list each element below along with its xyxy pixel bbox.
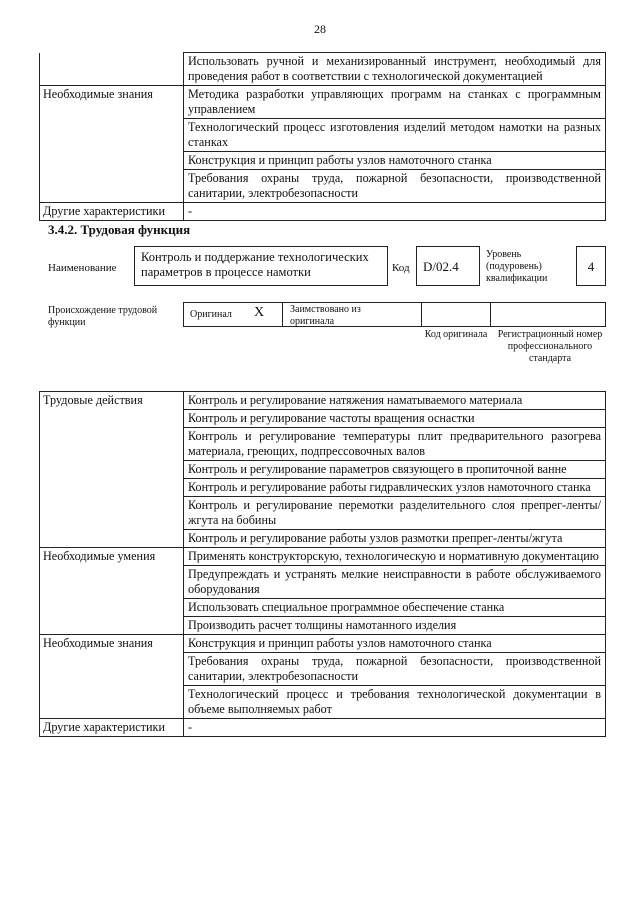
row-value: Требования охраны труда, пожарной безопасности, производственной санитарии, электробезопасности bbox=[184, 170, 606, 203]
table-row bbox=[40, 392, 606, 410]
table-row bbox=[40, 86, 606, 119]
level-label: Уровень (подуровень) квалификации bbox=[486, 249, 548, 284]
table-row bbox=[40, 170, 606, 203]
item-text: Использовать специальное программное обеспечение станка bbox=[184, 599, 606, 617]
row-label bbox=[40, 119, 184, 152]
table-row bbox=[40, 548, 606, 566]
main-function-table bbox=[39, 391, 606, 737]
borrowed-label: Заимствовано из оригинала bbox=[290, 304, 361, 327]
item-text: Контроль и регулирование частоты вращения оснастки bbox=[184, 410, 606, 428]
code-label: Код bbox=[392, 262, 410, 274]
code-box: D/02.4 bbox=[416, 246, 480, 286]
group-label: Другие характеристики bbox=[40, 719, 184, 737]
row-value: Конструкция и принцип работы узлов намоточного станка bbox=[184, 152, 606, 170]
origin-box bbox=[183, 302, 606, 327]
group-label: Необходимые умения bbox=[40, 548, 184, 635]
group-label: Необходимые знания bbox=[40, 635, 184, 719]
level-box: 4 bbox=[576, 246, 606, 286]
item-text: Применять конструкторскую, технологическую и нормативную документацию bbox=[184, 548, 606, 566]
item-text: Контроль и регулирование натяжения наматываемого материала bbox=[184, 392, 606, 410]
table-row bbox=[40, 53, 606, 86]
row-value: Методика разработки управляющих программ на станках с программным управлением bbox=[184, 86, 606, 119]
row-label bbox=[40, 152, 184, 170]
table-row bbox=[40, 203, 606, 221]
name-label: Наименование bbox=[48, 262, 117, 274]
table-row bbox=[40, 719, 606, 737]
item-text: Требования охраны труда, пожарной безопасности, производственной санитарии, электробезопасности bbox=[184, 653, 606, 686]
item-text: Конструкция и принцип работы узлов намоточного станка bbox=[184, 635, 606, 653]
table-row bbox=[40, 152, 606, 170]
row-value: Технологический процесс изготовления изделий методом намотки на разных станках bbox=[184, 119, 606, 152]
item-text: Контроль и регулирование работы узлов размотки препрег-ленты/жгута bbox=[184, 530, 606, 548]
row-label: Другие характеристики bbox=[40, 203, 184, 221]
origin-label: Происхождение трудовой функции bbox=[48, 305, 158, 328]
section-heading: 3.4.2. Трудовая функция bbox=[48, 222, 191, 237]
row-value: - bbox=[184, 203, 606, 221]
origin-divider bbox=[421, 302, 422, 327]
original-mark: X bbox=[254, 305, 265, 320]
origin-divider bbox=[490, 302, 491, 327]
item-text: Контроль и регулирование параметров связующего в пропиточной ванне bbox=[184, 461, 606, 479]
table-row bbox=[40, 119, 606, 152]
function-name-box: Контроль и поддержание технологических параметров в процессе намотки bbox=[134, 246, 388, 286]
item-text: Контроль и регулирование перемотки разделительного слоя препрег-ленты/жгута на бобины bbox=[184, 497, 606, 530]
item-text: Контроль и регулирование температуры плит предварительного разогрева материала, греющих, подпрессовочных валов bbox=[184, 428, 606, 461]
item-text: Производить расчет толщины намотанного изделия bbox=[184, 617, 606, 635]
item-text: Контроль и регулирование работы гидравлических узлов намоточного станка bbox=[184, 479, 606, 497]
item-text: Технологический процесс и требования технологической документации в объеме выполняемых работ bbox=[184, 686, 606, 719]
item-text: Предупреждать и устранять мелкие неисправности в работе обслуживаемого оборудования bbox=[184, 566, 606, 599]
row-label: Необходимые знания bbox=[40, 86, 184, 119]
reg-number-caption: Регистрационный номер профессионального стандарта bbox=[497, 329, 603, 364]
top-requirements-table bbox=[39, 52, 606, 221]
code-original-caption: Код оригинала bbox=[424, 329, 488, 340]
item-text: - bbox=[184, 719, 606, 737]
row-label bbox=[40, 53, 184, 86]
row-value: Использовать ручной и механизированный инструмент, необходимый для проведения работ в соответствии с технологической документацией bbox=[184, 53, 606, 86]
group-label: Трудовые действия bbox=[40, 392, 184, 548]
original-label: Оригинал bbox=[190, 309, 232, 320]
row-label bbox=[40, 170, 184, 203]
origin-divider bbox=[282, 302, 283, 327]
table-row bbox=[40, 635, 606, 653]
page-number: 28 bbox=[314, 22, 326, 36]
